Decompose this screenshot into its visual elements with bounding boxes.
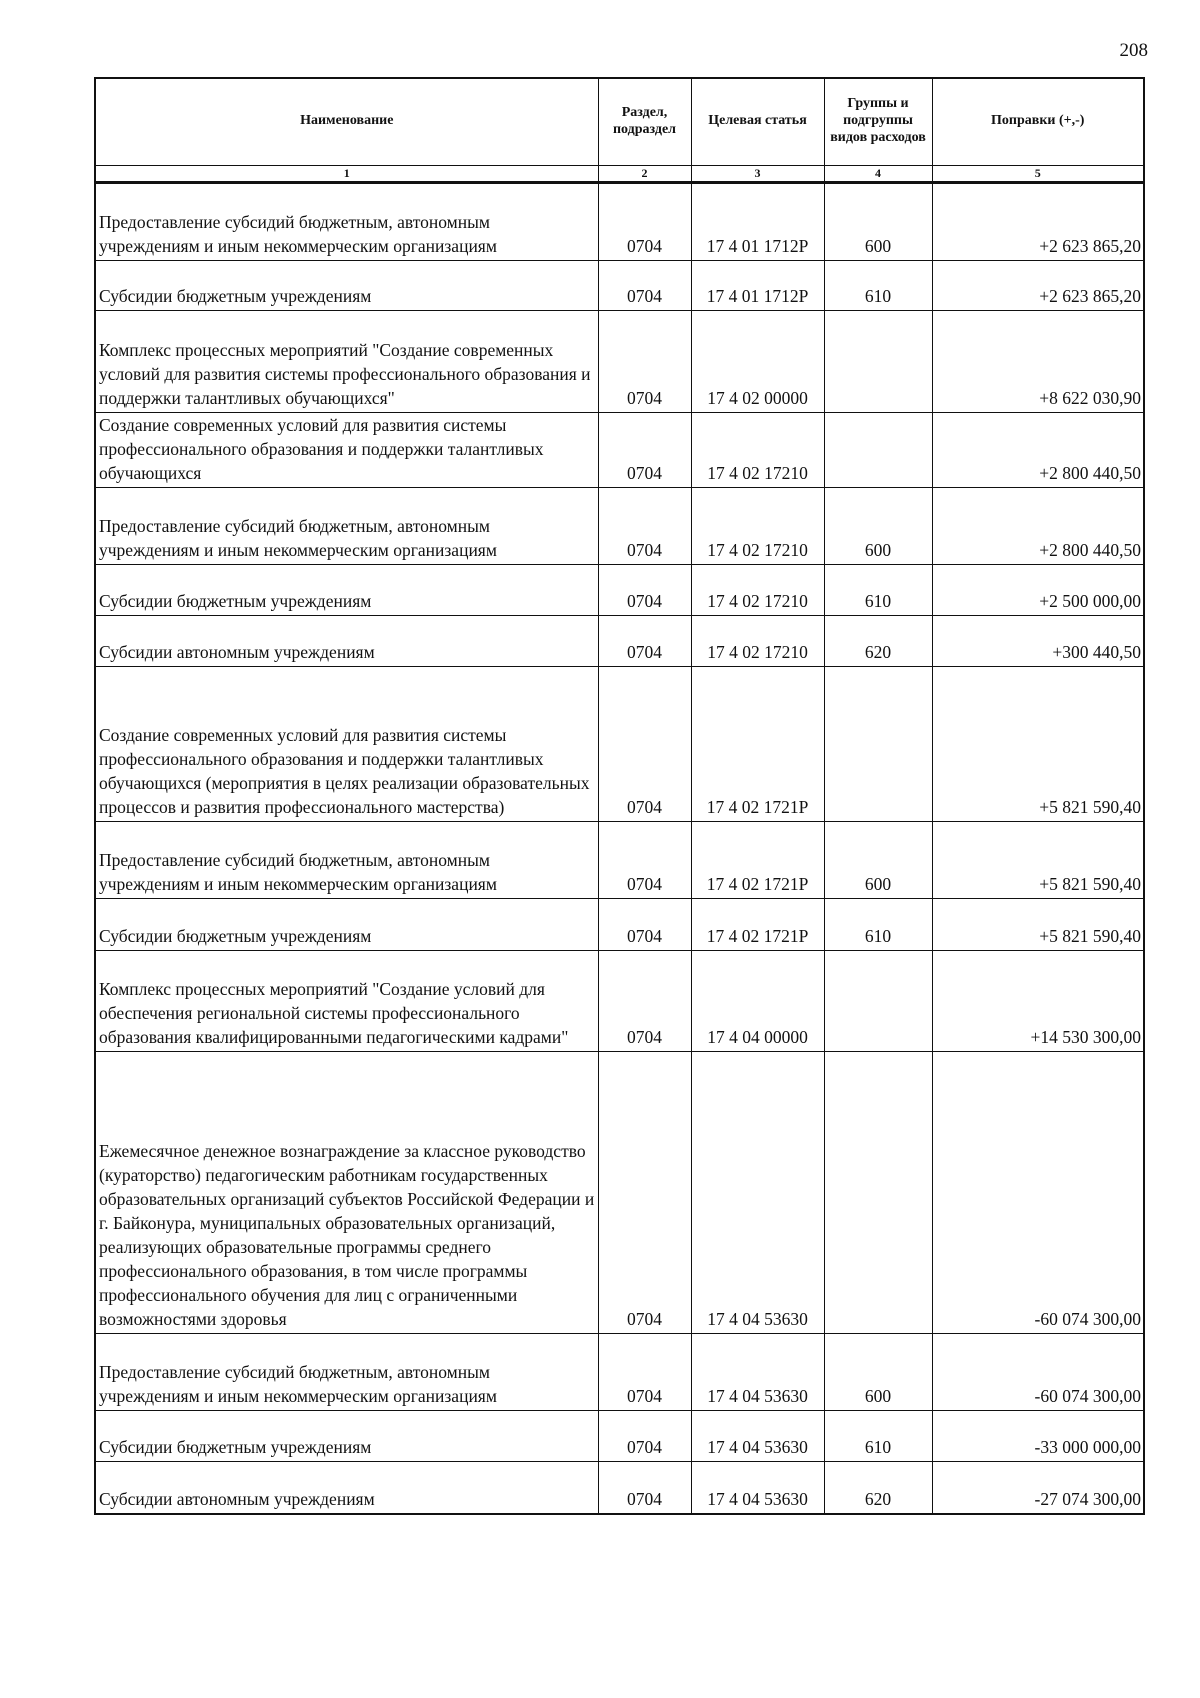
column-number: 3 (691, 165, 824, 182)
row-amount: +2 500 000,00 (932, 564, 1144, 615)
row-name: Создание современных условий для развития системы профессионального образования и поддержки талантливых обучающихся (95, 412, 598, 487)
row-amount: -60 074 300,00 (932, 1333, 1144, 1410)
row-name: Субсидии автономным учреждениям (95, 1461, 598, 1514)
row-target: 17 4 01 1712Р (691, 260, 824, 310)
row-target: 17 4 02 17210 (691, 564, 824, 615)
row-section: 0704 (598, 1333, 691, 1410)
table-row (95, 898, 1144, 950)
column-number: 2 (598, 165, 691, 182)
row-section: 0704 (598, 260, 691, 310)
column-header-target: Целевая статья (691, 78, 824, 165)
row-name: Комплекс процессных мероприятий "Создание современных условий для развития системы профессионального образования и поддержки талантливых обучающихся" (95, 310, 598, 412)
page-number: 208 (1119, 40, 1148, 61)
row-target: 17 4 02 17210 (691, 615, 824, 666)
row-name: Создание современных условий для развития системы профессионального образования и поддержки талантливых обучающихся (мероприятия в целях реализации образовательных процессов и развития профессионального мастерства) (95, 666, 598, 821)
row-group: 600 (824, 1333, 932, 1410)
row-group: 610 (824, 898, 932, 950)
row-section: 0704 (598, 1051, 691, 1333)
table-row (95, 615, 1144, 666)
row-target: 17 4 04 53630 (691, 1461, 824, 1514)
row-name: Предоставление субсидий бюджетным, автономным учреждениям и иным некоммерческим организациям (95, 821, 598, 898)
row-section: 0704 (598, 412, 691, 487)
row-section: 0704 (598, 487, 691, 564)
row-group (824, 1051, 932, 1333)
row-group (824, 412, 932, 487)
table-row (95, 310, 1144, 412)
row-section: 0704 (598, 182, 691, 260)
row-amount: +5 821 590,40 (932, 898, 1144, 950)
row-amount: +5 821 590,40 (932, 821, 1144, 898)
row-group (824, 666, 932, 821)
row-amount: +300 440,50 (932, 615, 1144, 666)
row-amount: +2 800 440,50 (932, 412, 1144, 487)
column-number-row (95, 165, 1144, 182)
row-amount: +2 800 440,50 (932, 487, 1144, 564)
row-group: 600 (824, 487, 932, 564)
column-header-amount: Поправки (+,-) (932, 78, 1144, 165)
row-target: 17 4 02 1721Р (691, 821, 824, 898)
row-group (824, 950, 932, 1051)
row-amount: +8 622 030,90 (932, 310, 1144, 412)
table-row (95, 1051, 1144, 1333)
column-number: 1 (95, 165, 598, 182)
column-header-section: Раздел, подраздел (598, 78, 691, 165)
row-target: 17 4 04 53630 (691, 1410, 824, 1461)
table-header-row (95, 78, 1144, 165)
table-row (95, 1333, 1144, 1410)
row-amount: -33 000 000,00 (932, 1410, 1144, 1461)
row-name: Комплекс процессных мероприятий "Создание условий для обеспечения региональной системы профессионального образования квалифицированными педагогическими кадрами" (95, 950, 598, 1051)
table-row (95, 412, 1144, 487)
row-section: 0704 (598, 898, 691, 950)
row-section: 0704 (598, 821, 691, 898)
row-name: Предоставление субсидий бюджетным, автономным учреждениям и иным некоммерческим организациям (95, 1333, 598, 1410)
column-number: 5 (932, 165, 1144, 182)
row-group (824, 310, 932, 412)
row-amount: +2 623 865,20 (932, 260, 1144, 310)
row-target: 17 4 04 00000 (691, 950, 824, 1051)
column-header-group: Группы и подгруппы видов расходов (824, 78, 932, 165)
row-amount: +2 623 865,20 (932, 182, 1144, 260)
table-row (95, 487, 1144, 564)
row-name: Субсидии бюджетным учреждениям (95, 260, 598, 310)
row-group: 610 (824, 260, 932, 310)
row-group: 600 (824, 182, 932, 260)
row-group: 620 (824, 1461, 932, 1514)
row-name: Субсидии бюджетным учреждениям (95, 564, 598, 615)
row-target: 17 4 02 1721Р (691, 666, 824, 821)
row-group: 600 (824, 821, 932, 898)
row-section: 0704 (598, 564, 691, 615)
table-row (95, 950, 1144, 1051)
row-section: 0704 (598, 1410, 691, 1461)
row-section: 0704 (598, 1461, 691, 1514)
row-name: Субсидии бюджетным учреждениям (95, 898, 598, 950)
table-row (95, 1410, 1144, 1461)
row-name: Ежемесячное денежное вознаграждение за классное руководство (кураторство) педагогическим работникам государственных образовательных организаций субъектов Российской Федерации и г. Байконура, муниципальных образовательных организаций, реализующих образовательные программы среднего профессионального образования, в том числе программы профессионального обучения для лиц с ограниченными возможностями здоровья (95, 1051, 598, 1333)
row-group: 610 (824, 1410, 932, 1461)
table-row (95, 182, 1144, 260)
row-name: Предоставление субсидий бюджетным, автономным учреждениям и иным некоммерческим организациям (95, 487, 598, 564)
row-target: 17 4 02 1721Р (691, 898, 824, 950)
row-name: Субсидии бюджетным учреждениям (95, 1410, 598, 1461)
table-row (95, 821, 1144, 898)
column-header-name: Наименование (95, 78, 598, 165)
table-row (95, 1461, 1144, 1514)
row-target: 17 4 04 53630 (691, 1051, 824, 1333)
row-target: 17 4 01 1712Р (691, 182, 824, 260)
row-section: 0704 (598, 615, 691, 666)
column-number: 4 (824, 165, 932, 182)
row-amount: +5 821 590,40 (932, 666, 1144, 821)
row-amount: -60 074 300,00 (932, 1051, 1144, 1333)
row-group: 610 (824, 564, 932, 615)
row-target: 17 4 04 53630 (691, 1333, 824, 1410)
table-row (95, 666, 1144, 821)
row-section: 0704 (598, 666, 691, 821)
row-target: 17 4 02 17210 (691, 487, 824, 564)
table-row (95, 260, 1144, 310)
budget-amendments-table (94, 77, 1145, 1515)
row-section: 0704 (598, 310, 691, 412)
row-name: Предоставление субсидий бюджетным, автономным учреждениям и иным некоммерческим организациям (95, 182, 598, 260)
row-section: 0704 (598, 950, 691, 1051)
row-name: Субсидии автономным учреждениям (95, 615, 598, 666)
table-row (95, 564, 1144, 615)
row-target: 17 4 02 17210 (691, 412, 824, 487)
row-amount: -27 074 300,00 (932, 1461, 1144, 1514)
row-amount: +14 530 300,00 (932, 950, 1144, 1051)
row-group: 620 (824, 615, 932, 666)
row-target: 17 4 02 00000 (691, 310, 824, 412)
